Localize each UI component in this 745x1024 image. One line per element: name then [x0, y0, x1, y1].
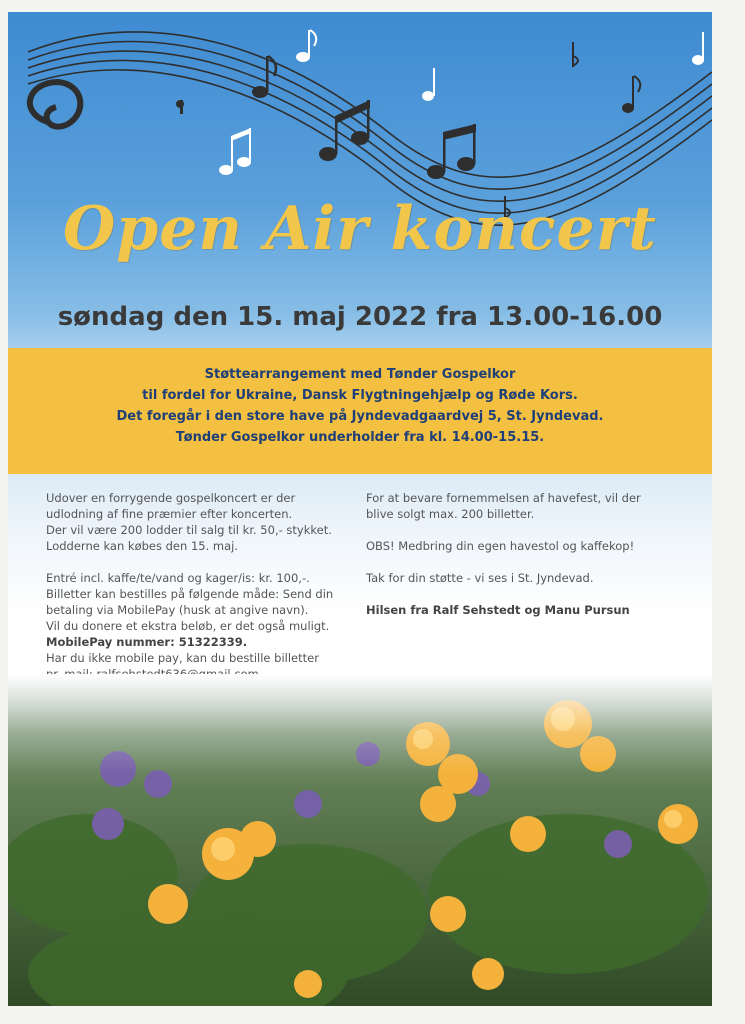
text-line: Vil du donere et ekstra beløb, er det også muligt.: [46, 619, 330, 633]
banner-line: til fordel for Ukraine, Dansk Flygtningehjælp og Røde Kors.: [142, 388, 578, 403]
thanks-text: Tak for din støtte - vi ses i St. Jyndevad.: [366, 571, 594, 585]
text-line: Lodderne kan købes den 15. maj.: [46, 539, 238, 553]
text-line: Billetter kan bestilles på følgende måde: Send din: [46, 587, 334, 601]
text-line: For at bevare fornemmelsen af havefest, vil der: [366, 491, 641, 505]
text-line: udlodning af fine præmier efter koncerten.: [46, 507, 293, 521]
text-line: betaling via MobilePay (husk at angive navn).: [46, 603, 309, 617]
text-line: Har du ikke mobile pay, kan du bestille billetter: [46, 651, 319, 665]
text-line: Der vil være 200 lodder til salg til kr. 50,- stykket.: [46, 523, 332, 537]
banner-line: Tønder Gospelkor underholder fra kl. 14.00-15.15.: [175, 430, 545, 445]
text-line: Udover en forrygende gospelkoncert er der: [46, 491, 296, 505]
mobilepay-number: MobilePay nummer: 51322339.: [46, 635, 248, 649]
banner-line: Det foregår i den store have på Jyndevadgaardvej 5, St. Jyndevad.: [116, 409, 604, 424]
event-date: søndag den 15. maj 2022 fra 13.00-16.00: [57, 302, 663, 332]
concert-title: Open Air koncert: [63, 194, 657, 264]
right-column: [366, 490, 696, 618]
text-line: Entré incl. kaffe/te/vand og kager/is: kr. 100,-.: [46, 571, 310, 585]
treble-clef-icon: [30, 82, 80, 127]
notice-text: OBS! Medbring din egen havestol og kaffekop!: [366, 539, 635, 553]
banner-line: Støttearrangement med Tønder Gospelkor: [204, 367, 516, 382]
signature: Hilsen fra Ralf Sehstedt og Manu Pursun: [366, 603, 630, 617]
text-line: blive solgt max. 200 billetter.: [366, 507, 535, 521]
info-banner: [8, 348, 712, 474]
left-column: [46, 490, 366, 682]
poster-sheet: [8, 12, 712, 1006]
garden-flowers-photo: [8, 674, 712, 1006]
